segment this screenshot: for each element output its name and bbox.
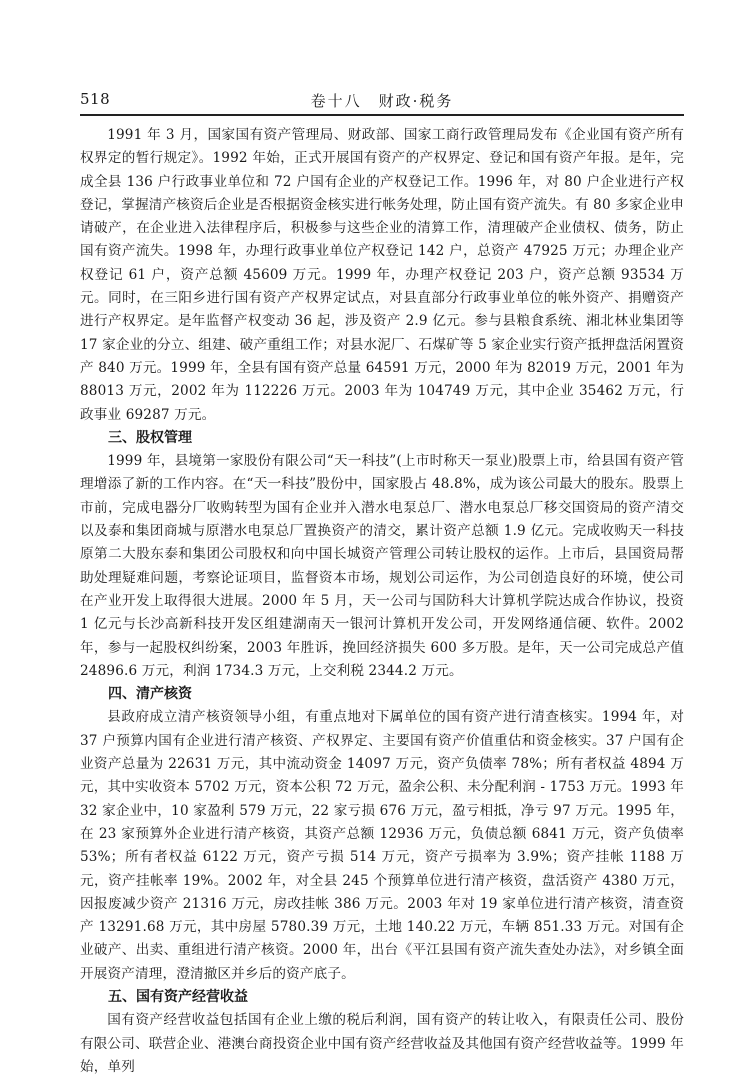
running-title: 卷十八 财政·税务 — [310, 92, 454, 110]
page-number: 518 — [80, 90, 111, 108]
body-paragraph: 1991 年 3 月，国家国有资产管理局、财政部、国家工商行政管理局发布《企业国有资产所有权界定的暂行规定》。1992 年始，正式开展国有资产的产权界定、登记和国有资产年报。是年，完成全县 136 户行政事业单位和 72 户国有企业的产权登记工作。1996 年，对 80 户企业进行产权登记，掌握清产核资后企业是否根据资金核实进行帐务处理，防止国有资产流失。有 80 多家企业申请破产，在企业进入法律程序后，积极参与这些企业的清算工作，清理破产企业债权、债务，防止国有资产流失。1998 年，办理行政事业单位产权登记 142 户，总资产 47925 万元；办理企业产权登记 61 户，资产总额 45609 万元。1999 年，办理产权登记 203 户，资产总额 93534 万元。同时，在三阳乡进行国有资产产权界定试点，对县直部分行政事业单位的帐外资产、捐赠资产进行产权界定。是年监督产权变动 36 起，涉及资产 2.9 亿元。参与县粮食系统、湘北林业集团等 17 家企业的分立、组建、破产重组工作；对县水泥厂、石煤矿等 5 家企业实行资产抵押盘活闲置资产 840 万元。1999 年，全县有国有资产总量 64591 万元，2000 年为 82019 万元，2001 年为 88013 万元，2002 年为 112226 万元。2003 年为 104749 万元，其中企业 35462 万元，行政事业 69287 万元。 — [80, 127, 684, 423]
body-paragraph: 县政府成立清产核资领导小组，有重点地对下属单位的国有资产进行清查核实。1994 年，对 37 户预算内国有企业进行清产核资、产权界定、主要国有资产价值重估和资金核实。37 户国有企业资产总量为 22631 万元，其中流动资金 14097 万元，资产负债率 78%；所有者权益 4894 万元，其中实收资本 5702 万元，资本公积 72 万元，盈余公积、未分配利润 - 1753 万元。1993 年 32 家企业中，10 家盈利 579 万元，22 家亏损 676 万元，盈亏相抵，净亏 97 万元。1995 年，在 23 家预算外企业进行清产核资，其资产总额 12936 万元，负债总额 6841 万元，资产负债率 53%；所有者权益 6122 万元，资产亏损 514 万元，资产亏损率为 3.9%；资产挂帐 1188 万元，资产挂帐率 19%。2002 年，对全县 245 个预算单位进行清产核资，盘活资产 4380 万元，因报废减少资产 21316 万元，房改挂帐 386 万元。2003 年对 19 家单位进行清产核资，清查资产 13291.68 万元，其中房屋 5780.39 万元，土地 140.22 万元，车辆 851.33 万元。对国有企业破产、出卖、重组进行清产核资。2000 年，出台《平江县国有资产流失查处办法》，对乡镇全面开展资产清理，澄清撤区并乡后的资产底子。 — [80, 709, 684, 982]
body-paragraph: 1999 年，县境第一家股份有限公司“天一科技”(上市时称天一泵业)股票上市，给县国有资产管理增添了新的工作内容。在“天一科技”股份中，国家股占 48.8%，成为该公司最大的股东。股票上市前，完成电器分厂收购转型为国有企业并入潜水电泵总厂、潜水电泵总厂移交国资局的资产清交以及泰和集团商城与原潜水电泵总厂置换资产的清交，累计资产总额 1.9 亿元。完成收购天一科技原第二大股东泰和集团公司股权和向中国长城资产管理公司转让股权的运作。上市后，县国资局帮助处理疑难问题，考察论证项目，监督资本市场，规划公司运作，为公司创造良好的环境，使公司在产业开发上取得很大进展。2000 年 5 月，天一公司与国防科大计算机学院达成合作协议，投资 1 亿元与长沙高新科技开发区组建湖南天一银河计算机开发公司，开发网络通信硬、软件。2002 年，参与一起股权纠纷案，2003 年胜诉，挽回经济损失 600 多万股。是年，天一公司完成总产值 24896.6 万元，利润 1734.3 万元，上交利税 2344.2 万元。 — [80, 453, 684, 679]
body-paragraph: 国有资产经营收益包括国有企业上缴的税后利润，国有资产的转让收入，有限责任公司、股份有限公司、联营企业、港澳台商投资企业中国有资产经营收益及其他国有资产经营收益等。1999 年始，单列 — [80, 1012, 684, 1075]
page-body — [80, 124, 684, 1079]
page-header — [80, 88, 684, 116]
section-heading-equity-management: 三、股权管理 — [108, 429, 192, 446]
section-heading-asset-verification: 四、清产核资 — [108, 686, 192, 703]
section-heading-operating-income: 五、国有资产经营收益 — [108, 988, 248, 1005]
